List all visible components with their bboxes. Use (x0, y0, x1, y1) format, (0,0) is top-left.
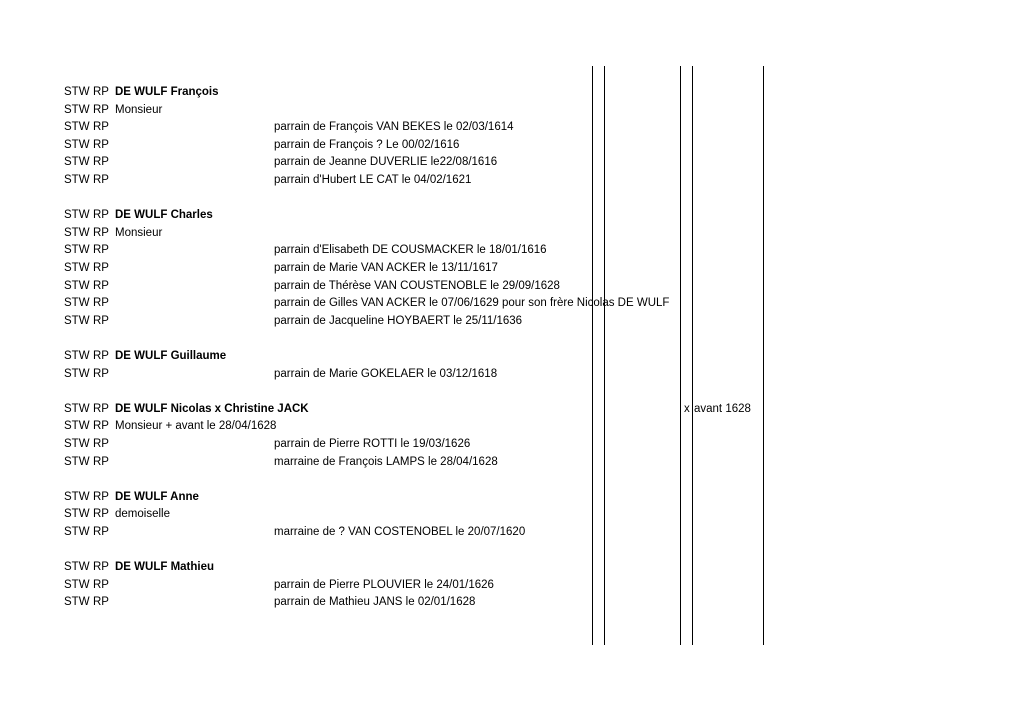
baptism-record: parrain de Jeanne DUVERLIE le22/08/1616 (274, 156, 498, 168)
register-code: RP (93, 596, 109, 608)
register-code: RP (93, 139, 109, 151)
register-code: RP (93, 315, 109, 327)
parish-code: STW (64, 139, 90, 151)
register-code: RP (93, 209, 109, 221)
register-code: RP (93, 508, 109, 520)
parish-code: STW (64, 561, 90, 573)
register-code: RP (93, 526, 109, 538)
register-code: RP (93, 561, 109, 573)
person-qualifier: demoiselle (115, 508, 170, 520)
column-rule (680, 66, 681, 645)
parish-code: STW (64, 596, 90, 608)
person-qualifier: Monsieur (115, 227, 163, 239)
register-code: RP (93, 420, 109, 432)
register-code: RP (93, 368, 109, 380)
person-name: DE WULF Charles (115, 209, 213, 221)
parish-code: STW (64, 420, 90, 432)
baptism-record: marraine de ? VAN COSTENOBEL le 20/07/1620 (274, 526, 526, 538)
parish-code: STW (64, 244, 90, 256)
register-code: RP (93, 174, 109, 186)
parish-code: STW (64, 280, 90, 292)
parish-code: STW (64, 491, 90, 503)
baptism-record: parrain de Mathieu JANS le 02/01/1628 (274, 596, 476, 608)
baptism-record: parrain de François ? Le 00/02/1616 (274, 139, 460, 151)
baptism-record: parrain de Thérèse VAN COUSTENOBLE le 29/09/1628 (274, 280, 560, 292)
baptism-record: parrain de Jacqueline HOYBAERT le 25/11/1636 (274, 315, 523, 327)
baptism-record: parrain d'Hubert LE CAT le 04/02/1621 (274, 174, 472, 186)
register-code: RP (93, 156, 109, 168)
register-code: RP (93, 438, 109, 450)
register-code: RP (93, 403, 109, 415)
parish-code: STW (64, 174, 90, 186)
parish-code: STW (64, 156, 90, 168)
parish-code: STW (64, 368, 90, 380)
baptism-record: parrain de Pierre ROTTI le 19/03/1626 (274, 438, 471, 450)
register-code: RP (93, 456, 109, 468)
parish-code: STW (64, 86, 90, 98)
person-name: DE WULF Guillaume (115, 350, 227, 362)
parish-code: STW (64, 297, 90, 309)
column-rule (604, 66, 605, 645)
person-name: DE WULF François (115, 86, 219, 98)
register-code: RP (93, 350, 109, 362)
parish-code: STW (64, 456, 90, 468)
column-rule (692, 66, 693, 645)
parish-code: STW (64, 315, 90, 327)
register-code: RP (93, 297, 109, 309)
register-code: RP (93, 262, 109, 274)
baptism-record: parrain d'Elisabeth DE COUSMACKER le 18/01/1616 (274, 244, 547, 256)
register-code: RP (93, 86, 109, 98)
parish-code: STW (64, 438, 90, 450)
register-code: RP (93, 244, 109, 256)
column-rule (592, 66, 593, 645)
register-code: RP (93, 104, 109, 116)
marriage-mark: x (684, 403, 690, 415)
register-code: RP (93, 121, 109, 133)
person-name: DE WULF Mathieu (115, 561, 215, 573)
parish-code: STW (64, 104, 90, 116)
person-name: DE WULF Anne (115, 491, 199, 503)
marriage-date-note: avant 1628 (694, 403, 751, 415)
column-rule (763, 66, 764, 645)
person-qualifier: Monsieur (115, 104, 163, 116)
register-code: RP (93, 491, 109, 503)
register-code: RP (93, 280, 109, 292)
parish-code: STW (64, 262, 90, 274)
parish-code: STW (64, 579, 90, 591)
baptism-record: parrain de Pierre PLOUVIER le 24/01/1626 (274, 579, 494, 591)
baptism-record: parrain de Marie VAN ACKER le 13/11/1617 (274, 262, 498, 274)
baptism-record: parrain de François VAN BEKES le 02/03/1614 (274, 121, 514, 133)
parish-code: STW (64, 403, 90, 415)
parish-code: STW (64, 227, 90, 239)
baptism-record: parrain de Gilles VAN ACKER le 07/06/1629 pour son frère Nicolas DE WULF (274, 297, 670, 309)
person-qualifier: Monsieur + avant le 28/04/1628 (115, 420, 277, 432)
parish-code: STW (64, 209, 90, 221)
parish-code: STW (64, 508, 90, 520)
baptism-record: marraine de François LAMPS le 28/04/1628 (274, 456, 498, 468)
parish-code: STW (64, 526, 90, 538)
register-code: RP (93, 579, 109, 591)
register-code: RP (93, 227, 109, 239)
parish-code: STW (64, 121, 90, 133)
parish-code: STW (64, 350, 90, 362)
person-name: DE WULF Nicolas x Christine JACK (115, 403, 309, 415)
baptism-record: parrain de Marie GOKELAER le 03/12/1618 (274, 368, 498, 380)
